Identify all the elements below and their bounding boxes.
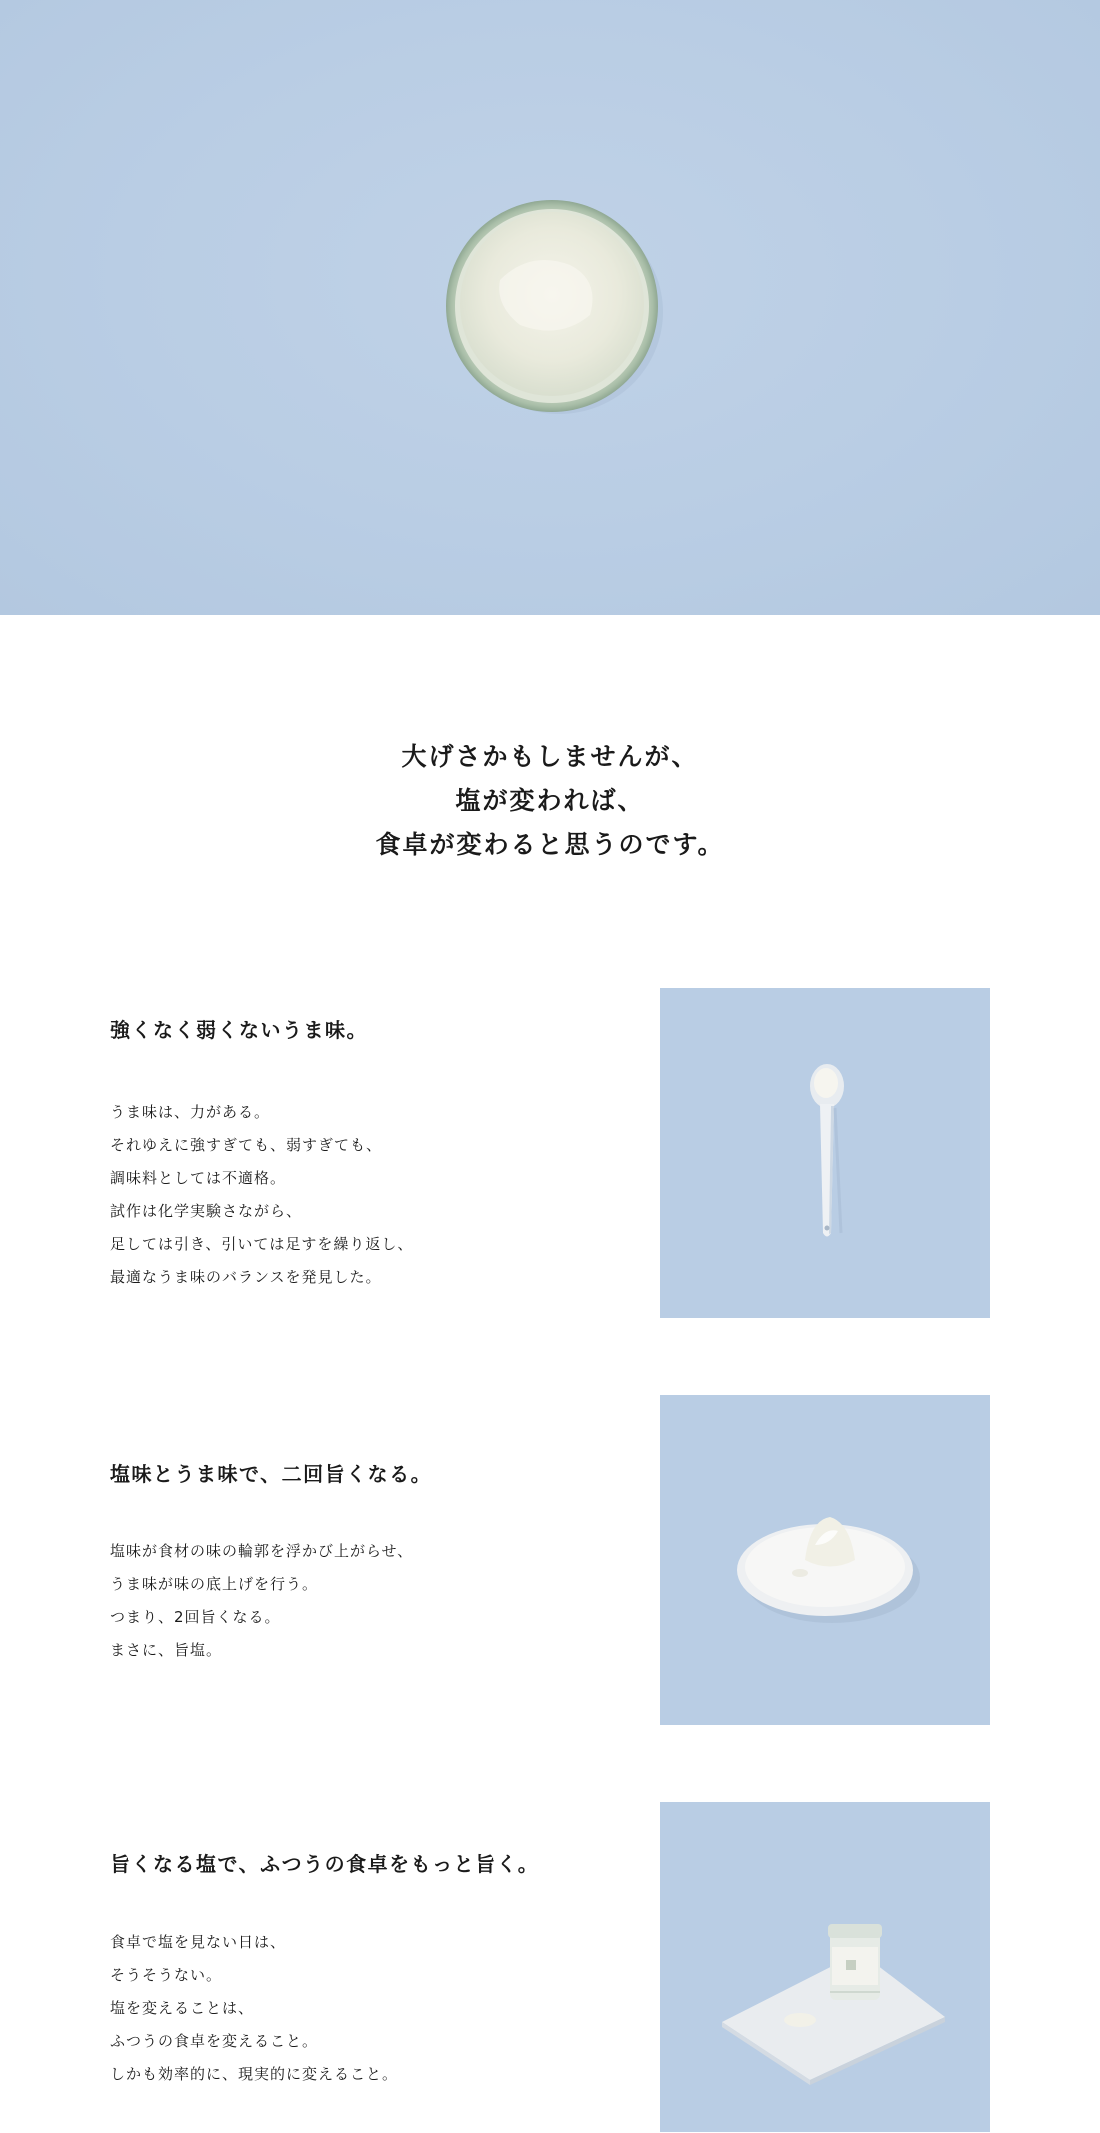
feature-heading: 旨くなる塩で、ふつうの食卓をもっと旨く。 bbox=[110, 1852, 540, 1876]
feature-body bbox=[110, 1096, 413, 1294]
feature-section-twice-tasty bbox=[0, 1395, 1100, 1725]
salt-spoon-image bbox=[660, 988, 990, 1318]
lead-line: 塩が変われば、 bbox=[455, 786, 645, 815]
feature-heading: 強くなく弱くないうま味。 bbox=[110, 1018, 368, 1042]
feature-body-line: 最適なうま味のバランスを発見した。 bbox=[110, 1268, 382, 1286]
feature-body bbox=[110, 1926, 398, 2091]
lead-line: 食卓が変わると思うのです。 bbox=[375, 830, 725, 859]
feature-body-line: まさに、旨塩。 bbox=[110, 1641, 223, 1659]
feature-body-line: 調味料としては不適格。 bbox=[110, 1169, 287, 1187]
lead-copy bbox=[0, 735, 1100, 867]
feature-body-line: つまり、2回旨くなる。 bbox=[110, 1608, 281, 1626]
feature-section-umami-balance bbox=[0, 988, 1100, 1318]
feature-body-line: そうそうない。 bbox=[110, 1966, 223, 1984]
salt-on-plate-image bbox=[660, 1395, 990, 1725]
hero-image bbox=[0, 0, 1100, 615]
salt-jar-on-tray-image bbox=[660, 1802, 990, 2132]
feature-body-line: しかも効率的に、現実的に変えること。 bbox=[110, 2065, 399, 2083]
feature-body-line: 塩を変えることは、 bbox=[110, 1999, 255, 2017]
lead-line: 大げさかもしませんが、 bbox=[401, 742, 699, 771]
feature-body-line: うま味が味の底上げを行う。 bbox=[110, 1575, 319, 1593]
salt-jar-top-view-image bbox=[0, 0, 1100, 615]
feature-body-line: 足しては引き、引いては足すを繰り返し、 bbox=[110, 1235, 414, 1253]
feature-section-everyday-table bbox=[0, 1802, 1100, 2133]
feature-body-line: それゆえに強すぎても、弱すぎても、 bbox=[110, 1136, 383, 1154]
feature-body-line: うま味は、力がある。 bbox=[110, 1103, 271, 1121]
feature-body bbox=[110, 1535, 413, 1667]
feature-body-line: ふつうの食卓を変えること。 bbox=[110, 2032, 319, 2050]
feature-body-line: 塩味が食材の味の輪郭を浮かび上がらせ、 bbox=[110, 1542, 414, 1560]
feature-body-line: 試作は化学実験さながら、 bbox=[110, 1202, 303, 1220]
feature-body-line: 食卓で塩を見ない日は、 bbox=[110, 1933, 287, 1951]
feature-heading: 塩味とうま味で、二回旨くなる。 bbox=[110, 1462, 433, 1486]
